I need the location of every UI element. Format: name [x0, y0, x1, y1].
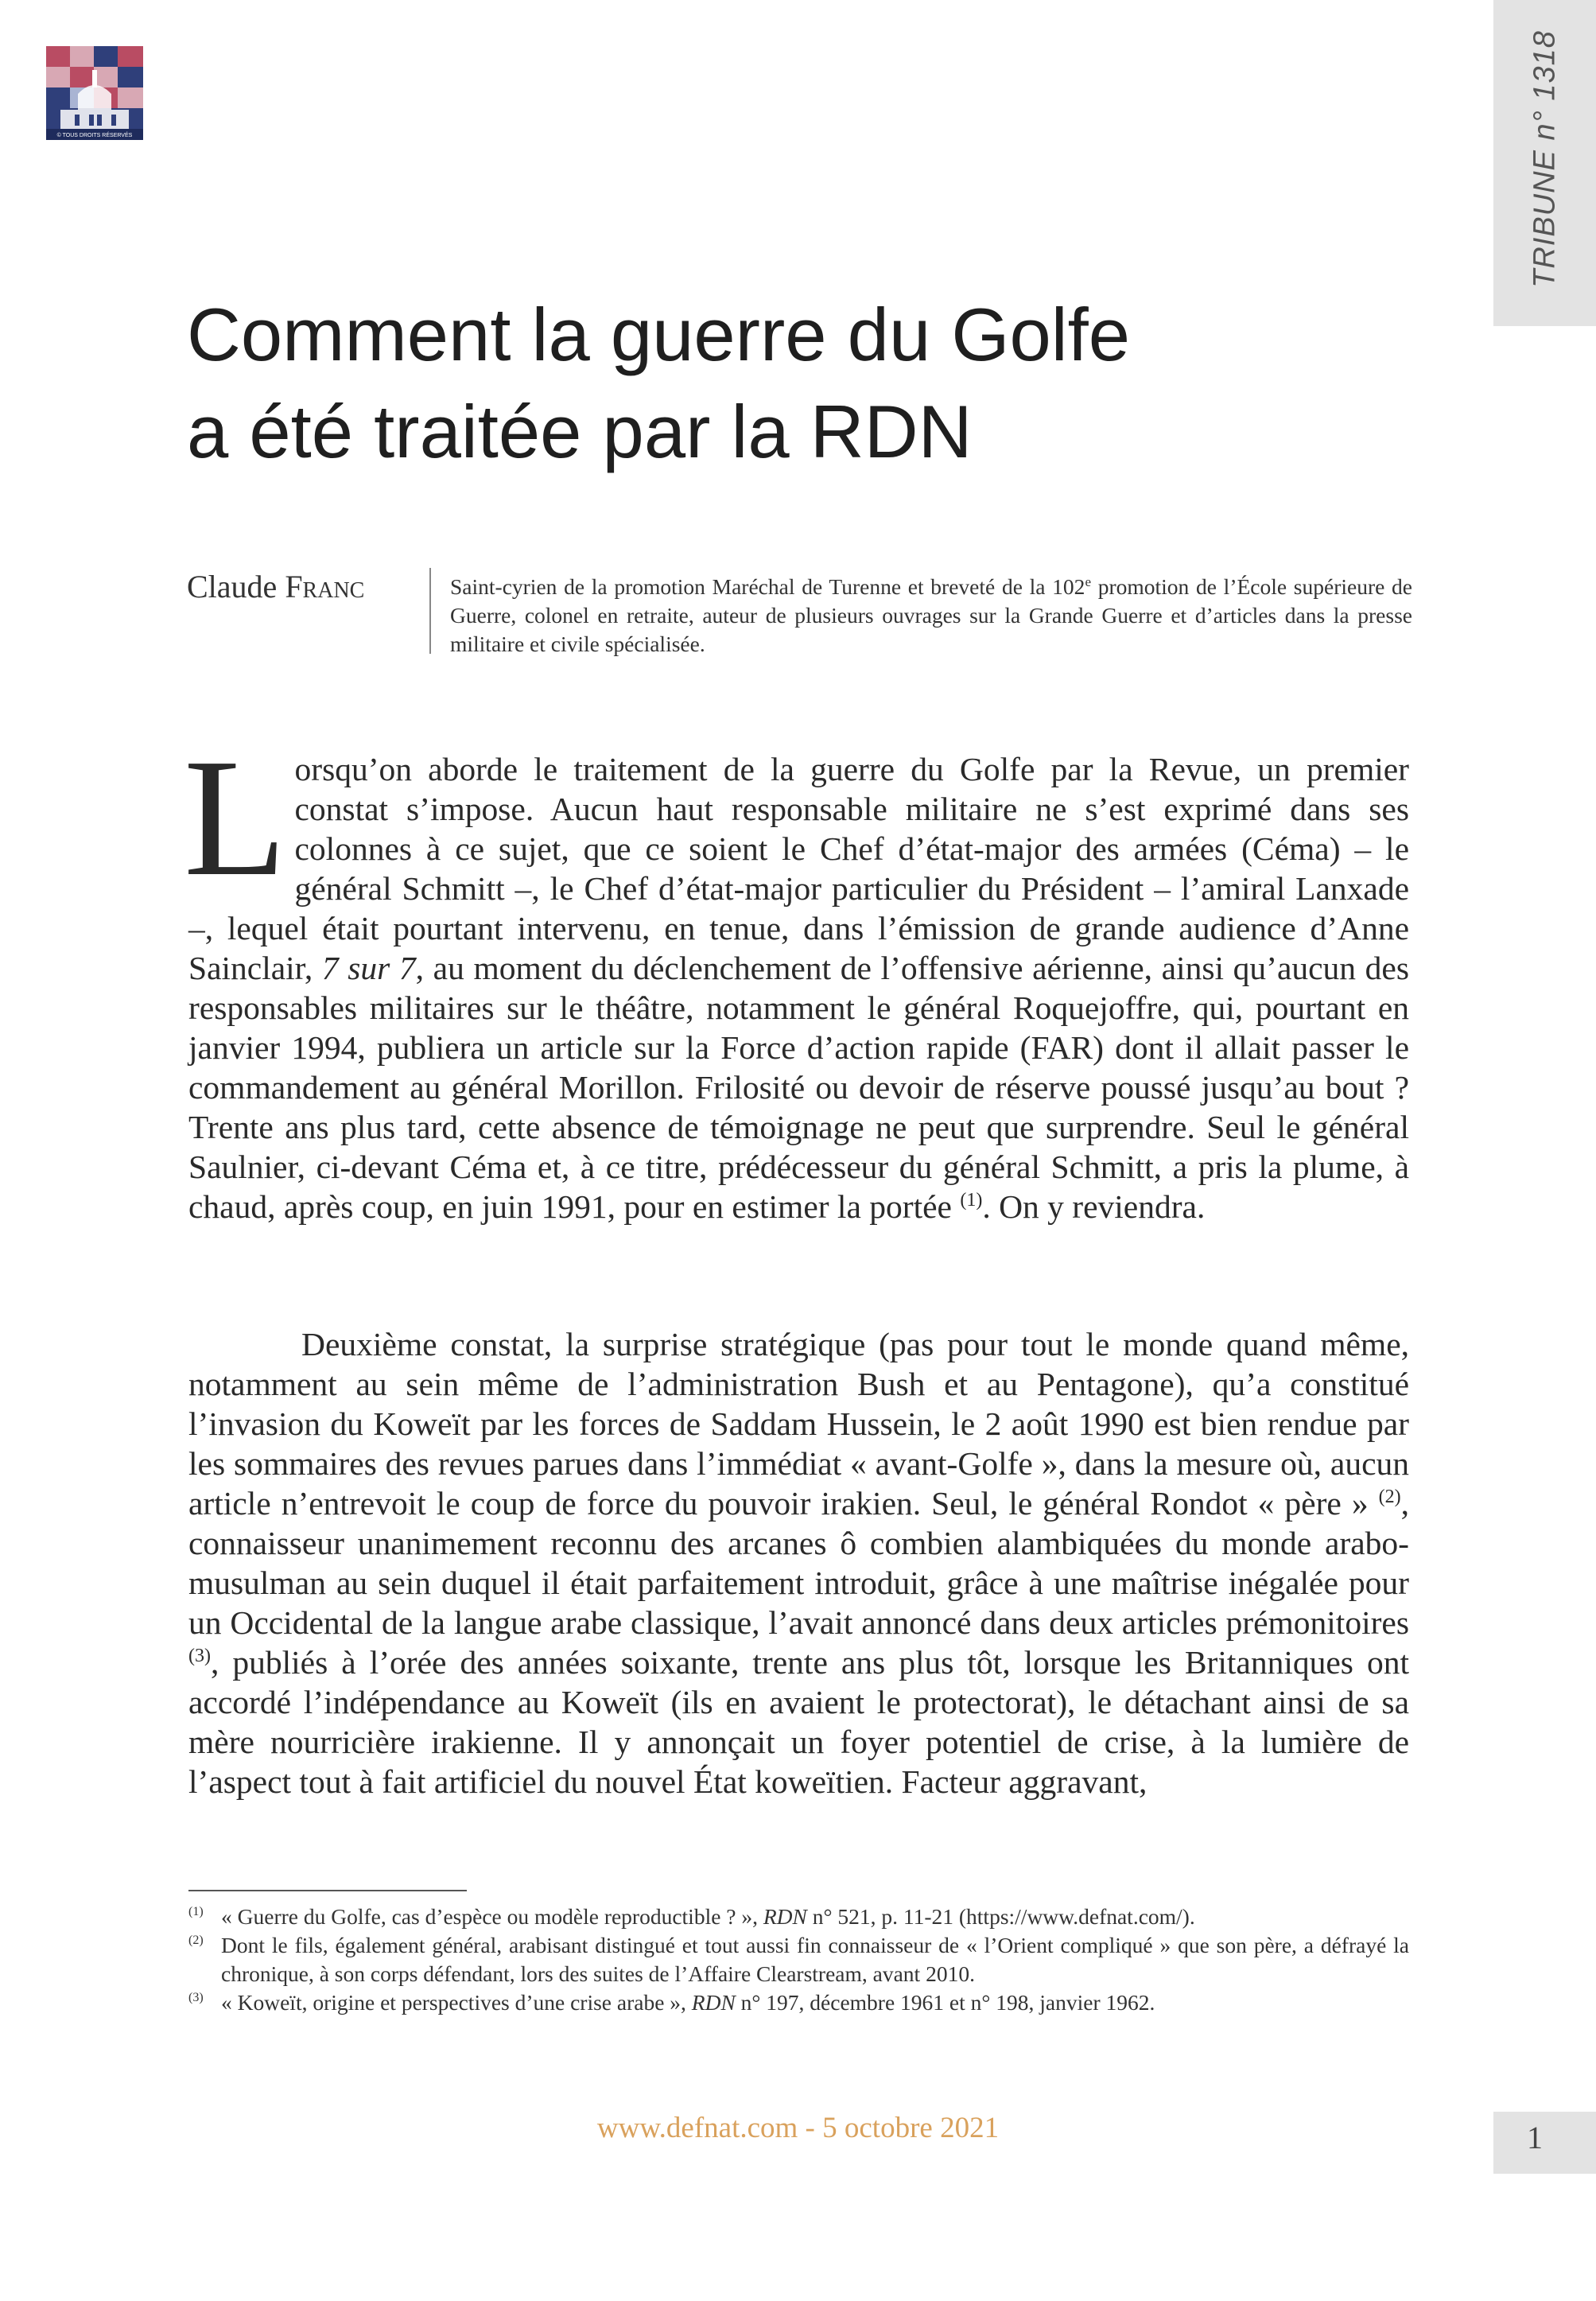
author-bio-superscript: e — [1085, 574, 1091, 589]
title-line-1: Comment la guerre du Golfe — [187, 293, 1131, 376]
footnote-text-part: « Guerre du Golfe, cas d’espèce ou modèle reproductible ? », — [221, 1904, 763, 1929]
paragraph-text: , connaisseur unanimement reconnu des arcanes ô combien alambiquées du monde arabo-musulman au sein duquel il était parfaitement introduit, grâce à une maîtrise inégalée pour un Occidental de la langue arabe classique, l’avait annoncé dans deux articles prémonitoires — [188, 1485, 1409, 1641]
footnote-italic-text: RDN — [763, 1904, 807, 1929]
footnote-ref-1[interactable]: (1) — [960, 1190, 983, 1211]
author-bio-part: Saint-cyrien de la promotion Maréchal de Turenne et breveté de la 102 — [450, 574, 1085, 600]
footnote-text — [221, 1903, 1409, 1931]
footnote-text-part: « Koweït, origine et perspectives d’une crise arabe », — [221, 1990, 692, 2015]
footnote-ref-2[interactable]: (2) — [1378, 1487, 1401, 1508]
footnote-divider — [188, 1890, 467, 1891]
title-line-2: a été traitée par la RDN — [187, 390, 973, 473]
footnote-2 — [188, 1931, 1409, 1988]
footnote-text-part: n° 197, décembre 1961 et n° 198, janvier 1962. — [735, 1990, 1155, 2015]
body-paragraph-1 — [184, 724, 1409, 1226]
footnote-number: (2) — [188, 1934, 204, 1947]
tribune-number-label: TRIBUNE n° 1318 — [1528, 30, 1562, 288]
author-name — [187, 568, 364, 605]
footnote-3 — [188, 1988, 1409, 2017]
logo-caption: © TOUS DROITS RÉSERVÉS — [56, 133, 133, 138]
paragraph-text: , au moment du déclenchement de l’offensive aérienne, ainsi qu’aucun des responsables militaires sur le théâtre, notamment le général Roquejoffre, qui, pourtant en janvier 1994, publiera un article sur la Force d’action rapide (FAR) dont il allait passer le commandement au général Morillon. Frilosité ou devoir de réserve poussé jusqu’au bout ? Trente ans plus tard, cette absence de témoignage ne peut que surprendre. Seul le général Saulnier, ci-devant Céma et, à ce titre, prédécesseur du général Schmitt, a pris la plume, à chaud, après coup, en juin 1991, pour en estimer la portée — [188, 950, 1409, 1225]
paragraph-italic-text: 7 sur 7 — [321, 950, 416, 986]
paragraph-text: orsqu’on aborde le traitement de la guerre du Golfe par la Revue, un premier constat s’impose. Aucun haut responsable militaire ne s’est exprimé dans ses colonnes à ce sujet, que ce soient le Chef d’état-major des armées (Céma) – le général Schmitt –, le Chef d’état-major particulier du Président – l’amiral Lanxade –, lequel était pourtant intervenu, en tenue, dans l’émission de grande audience d’Anne Sainclair, — [188, 751, 1409, 986]
footnote-number: (1) — [188, 1905, 204, 1918]
paragraph-text: . On y reviendra. — [982, 1188, 1206, 1225]
author-bio-part: promotion de l’École supérieure de Guerre, colonel en retraite, auteur de plusieurs ouvrages sur la Grande Guerre et d’articles dans la presse militaire et civile spécialisée. — [450, 574, 1412, 657]
drop-cap: L — [184, 724, 287, 911]
footnote-text — [221, 1931, 1409, 1988]
author-bio — [450, 568, 1412, 659]
footnote-italic-text: RDN — [691, 1990, 736, 2015]
page-number: 1 — [1527, 2120, 1543, 2155]
footnote-text — [221, 1988, 1409, 2017]
footer-url-date[interactable]: www.defnat.com - 5 octobre 2021 — [596, 2112, 1000, 2144]
footnotes — [188, 1903, 1409, 2017]
page-title — [187, 286, 1380, 480]
author-last-name: Franc — [285, 569, 365, 604]
footnote-text-part: Dont le fils, également général, arabisant distingué et tout aussi fin connaisseur de « l’Orient compliqué » que son père, a défrayé la chronique, à son corps défendant, lors des suites de l’Affaire Clearstream, avant 2010. — [221, 1933, 1409, 1986]
footnote-1 — [188, 1903, 1409, 1931]
paragraph-text: Deuxième constat, la surprise stratégique (pas pour tout le monde quand même, notamment au sein même de l’administration Bush et au Pentagone), qu’a constitué l’invasion du Koweït par les forces de Saddam Hussein, le 2 août 1990 est bien rendue par les sommaires des revues parues dans l’immédiat « avant-Golfe », dans la mesure où, aucun article n’entrevoit le coup de force du pouvoir irakien. Seul, le général Rondot « père » — [188, 1326, 1409, 1522]
body-paragraph-2 — [188, 1324, 1409, 1802]
paragraph-text: , publiés à l’orée des années soixante, trente ans plus tôt, lorsque les Britanniques ont accordé l’indépendance au Koweït (ils en avaient le protectorat), le détachant ainsi de sa mère nourricière irakienne. Il y annonçait un foyer potentiel de crise, à la lumière de l’aspect tout à fait artificiel du nouvel État koweïtien. Facteur aggravant, — [188, 1644, 1409, 1800]
footnote-number: (3) — [188, 1991, 204, 2004]
footnote-ref-3[interactable]: (3) — [188, 1646, 211, 1667]
author-first-name: Claude — [187, 569, 278, 604]
defense-nationale-logo-icon — [46, 46, 143, 140]
footnote-text-part: n° 521, p. 11-21 (https://www.defnat.com/). — [806, 1904, 1195, 1929]
author-divider — [429, 568, 431, 654]
